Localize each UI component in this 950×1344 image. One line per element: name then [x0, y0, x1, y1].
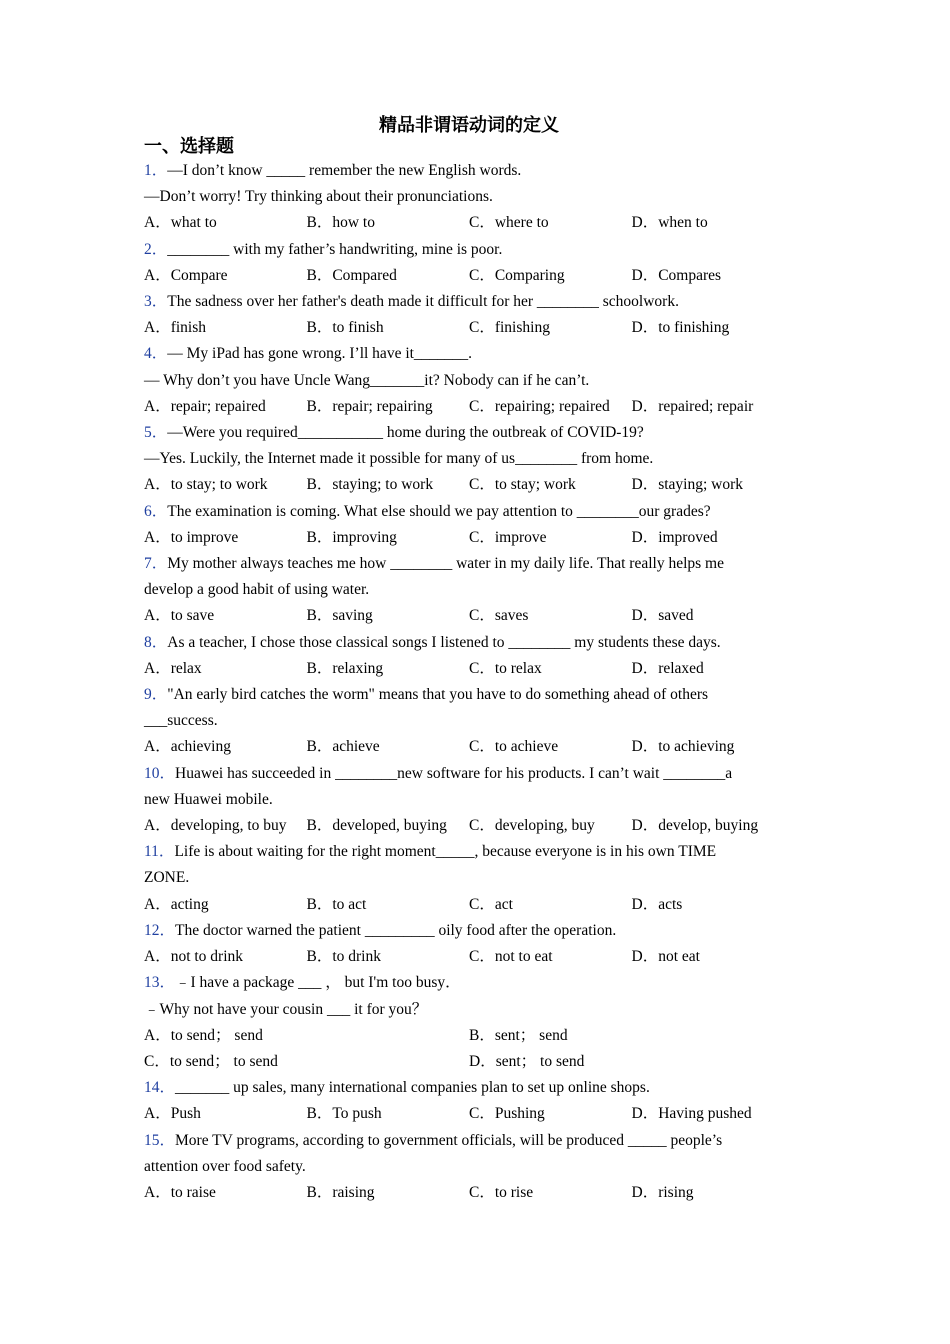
question-text-line: [144, 237, 794, 263]
section-heading: 一、选择题: [144, 136, 234, 157]
question-item: [144, 970, 794, 1075]
question-text: ﹣I have a package ___ ， but I'm too busy．: [175, 974, 461, 992]
question-number: 11．: [144, 843, 175, 861]
question-text-line: [144, 368, 794, 394]
question-item: [144, 499, 794, 551]
answer-option[interactable]: C．not to eat: [469, 948, 553, 966]
answer-option[interactable]: B．to drink: [306, 948, 381, 966]
question-text: _______ up sales, many international companies plan to set up online shops.: [175, 1079, 650, 1097]
options-row: [144, 813, 794, 839]
question-text-line: [144, 761, 794, 787]
answer-option[interactable]: B．achieve: [306, 738, 380, 756]
question-text-line: [144, 1128, 794, 1154]
question-text: —I don’t know _____ remember the new English words.: [167, 162, 522, 179]
question-text-line: [144, 682, 794, 708]
question-text: —Don’t worry! Try thinking about their pronunciations.: [144, 188, 493, 206]
answer-option[interactable]: B．raising: [306, 1183, 375, 1201]
question-text: — My iPad has gone wrong. I’ll have it_______.: [167, 345, 473, 363]
answer-option[interactable]: A．to raise: [144, 1183, 216, 1201]
answer-option[interactable]: C．Comparing: [469, 266, 565, 284]
answer-option[interactable]: C．to relax: [469, 659, 542, 677]
question-text-line: [144, 1154, 794, 1180]
question-number: 6．: [144, 502, 168, 520]
options-row: [144, 1049, 794, 1075]
answer-option[interactable]: B．staying; to work: [306, 476, 434, 494]
question-item: [144, 630, 794, 682]
answer-option[interactable]: A．relax: [144, 659, 202, 677]
question-text: ________ with my father’s handwriting, mine is poor.: [167, 240, 503, 258]
options-row: [144, 1180, 794, 1206]
question-item: [144, 420, 794, 499]
question-item: [144, 682, 794, 761]
question-text-line: [144, 970, 794, 996]
answer-option[interactable]: A．repair; repaired: [144, 397, 266, 415]
question-text: As a teacher, I chose those classical songs I listened to ________ my students these days.: [167, 633, 721, 651]
answer-option[interactable]: B．Compared: [306, 266, 397, 284]
options-row: [144, 734, 794, 760]
answer-option[interactable]: D．repaired; repair: [631, 397, 754, 415]
answer-option[interactable]: A．achieving: [144, 738, 231, 756]
answer-option[interactable]: B．to act: [306, 895, 367, 913]
answer-option[interactable]: D．when to: [631, 214, 708, 232]
question-item: [144, 289, 794, 341]
answer-option[interactable]: D．acts: [631, 895, 683, 913]
question-number: 10．: [144, 764, 176, 782]
question-text: attention over food safety.: [144, 1157, 306, 1175]
answer-option[interactable]: C．saves: [469, 607, 529, 625]
question-number: 4．: [144, 345, 168, 363]
options-row: [144, 603, 794, 629]
question-item: [144, 1128, 794, 1207]
answer-option[interactable]: B．improving: [306, 528, 397, 546]
question-text: The sadness over her father's death made it difficult for her ________ schoolwork.: [167, 293, 679, 311]
question-text: develop a good habit of using water.: [144, 581, 370, 599]
question-text-line: [144, 289, 794, 315]
answer-option[interactable]: A．developing, to buy: [144, 817, 287, 835]
question-text: ___success.: [144, 712, 218, 730]
answer-option[interactable]: C．Pushing: [469, 1105, 545, 1123]
answer-option[interactable]: D．improved: [631, 528, 718, 546]
question-number: 1．: [144, 162, 168, 179]
answer-option[interactable]: D．staying; work: [631, 476, 744, 494]
answer-option[interactable]: D．Compares: [631, 266, 722, 284]
question-text: My mother always teaches me how ________ water in my daily life. That really helps me: [167, 555, 724, 573]
question-item: [144, 761, 794, 840]
answer-option[interactable]: B．sent； send: [469, 1026, 568, 1044]
answer-option[interactable]: A．to send； send: [144, 1026, 263, 1044]
options-row: [144, 315, 794, 341]
options-row: [144, 1101, 794, 1127]
options-row: [144, 525, 794, 551]
question-text-line: [144, 551, 794, 577]
question-item: [144, 839, 794, 918]
question-number: 3．: [144, 293, 168, 311]
answer-option[interactable]: C．improve: [469, 528, 547, 546]
answer-option[interactable]: A．to save: [144, 607, 215, 625]
answer-option[interactable]: C．repairing; repaired: [469, 397, 610, 415]
answer-option[interactable]: D．to achieving: [631, 738, 735, 756]
answer-option[interactable]: A．to improve: [144, 528, 239, 546]
question-number: 2．: [144, 240, 168, 258]
answer-option[interactable]: B．To push: [306, 1105, 382, 1123]
question-text: More TV programs, according to government officials, will be produced _____ people’s: [175, 1131, 723, 1149]
question-text-line: [144, 630, 794, 656]
answer-option[interactable]: B．to finish: [306, 319, 384, 337]
question-number: 5．: [144, 424, 168, 442]
question-list: [144, 158, 794, 1206]
answer-option[interactable]: B．how to: [306, 214, 375, 232]
options-row: [144, 210, 794, 236]
options-row: [144, 892, 794, 918]
question-item: [144, 237, 794, 289]
question-item: [144, 918, 794, 970]
question-text-line: [144, 1075, 794, 1101]
question-text: Huawei has succeeded in ________new software for his products. I can’t wait ________a: [175, 764, 733, 782]
question-text: "An early bird catches the worm" means that you have to do something ahead of others: [167, 686, 709, 704]
answer-option[interactable]: C．where to: [469, 214, 549, 232]
question-text: —Yes. Luckily, the Internet made it possible for many of us________ from home.: [144, 450, 654, 468]
question-text-line: [144, 420, 794, 446]
answer-option[interactable]: D．sent； to send: [469, 1052, 585, 1070]
answer-option[interactable]: C．to stay; work: [469, 476, 576, 494]
answer-option[interactable]: D．develop, buying: [631, 817, 759, 835]
question-text: ZONE.: [144, 869, 190, 887]
question-text: The examination is coming. What else should we pay attention to ________our grades?: [167, 502, 711, 520]
question-number: 15．: [144, 1131, 176, 1149]
question-number: 9．: [144, 686, 168, 704]
question-text-line: [144, 341, 794, 367]
options-row: [144, 944, 794, 970]
question-item: [144, 1075, 794, 1127]
document-title: 精品非谓语动词的定义: [379, 115, 559, 136]
question-text-line: [144, 865, 794, 891]
question-text-line: [144, 158, 794, 184]
answer-option[interactable]: B．saving: [306, 607, 373, 625]
question-text-line: [144, 787, 794, 813]
question-item: [144, 341, 794, 420]
answer-option[interactable]: D．relaxed: [631, 659, 704, 677]
question-number: 13．: [144, 974, 176, 992]
question-item: [144, 551, 794, 630]
answer-option[interactable]: B．repair; repairing: [306, 397, 433, 415]
answer-option[interactable]: C．act: [469, 895, 513, 913]
options-row: [144, 1023, 794, 1049]
question-number: 14．: [144, 1079, 176, 1097]
question-text-line: [144, 184, 794, 210]
answer-option[interactable]: B．developed, buying: [306, 817, 447, 835]
answer-option[interactable]: C．to rise: [469, 1183, 534, 1201]
answer-option[interactable]: C．finishing: [469, 319, 550, 337]
answer-option[interactable]: A．Push: [144, 1105, 201, 1123]
question-text: Life is about waiting for the right moment_____, because everyone is in his own TIME: [174, 843, 717, 861]
question-number: 12．: [144, 921, 176, 939]
answer-option[interactable]: A．Compare: [144, 266, 228, 284]
answer-option[interactable]: B．relaxing: [306, 659, 384, 677]
answer-option[interactable]: D．not eat: [631, 948, 700, 966]
answer-option[interactable]: D．rising: [631, 1183, 694, 1201]
answer-option[interactable]: A．what to: [144, 214, 217, 232]
question-number: 7．: [144, 555, 168, 573]
options-row: [144, 394, 794, 420]
answer-option[interactable]: A．not to drink: [144, 948, 244, 966]
question-text-line: [144, 446, 794, 472]
question-text-line: [144, 918, 794, 944]
question-text-line: [144, 577, 794, 603]
document-page: [144, 114, 794, 1206]
question-text-line: [144, 708, 794, 734]
answer-option[interactable]: A．acting: [144, 895, 209, 913]
question-item: [144, 158, 794, 237]
answer-option[interactable]: C．developing, buy: [469, 817, 595, 835]
question-text-line: [144, 997, 794, 1023]
options-row: [144, 263, 794, 289]
answer-option[interactable]: A．to stay; to work: [144, 476, 268, 494]
question-text: The doctor warned the patient _________ oily food after the operation.: [175, 921, 617, 939]
question-text: new Huawei mobile.: [144, 790, 273, 808]
answer-option[interactable]: A．finish: [144, 319, 207, 337]
question-text-line: [144, 839, 794, 865]
options-row: [144, 656, 794, 682]
answer-option[interactable]: D．saved: [631, 607, 694, 625]
question-text: —Were you required___________ home during the outbreak of COVID-19?: [167, 424, 644, 442]
question-text: ﹣Why not have your cousin ___ it for you？: [144, 1000, 428, 1018]
answer-option[interactable]: D．Having pushed: [631, 1105, 752, 1123]
answer-option[interactable]: C．to achieve: [469, 738, 559, 756]
question-number: 8．: [144, 633, 168, 651]
answer-option[interactable]: C．to send； to send: [144, 1052, 278, 1070]
options-row: [144, 472, 794, 498]
question-text-line: [144, 499, 794, 525]
answer-option[interactable]: D．to finishing: [631, 319, 730, 337]
question-text: — Why don’t you have Uncle Wang_______it? Nobody can if he can’t.: [144, 371, 590, 389]
